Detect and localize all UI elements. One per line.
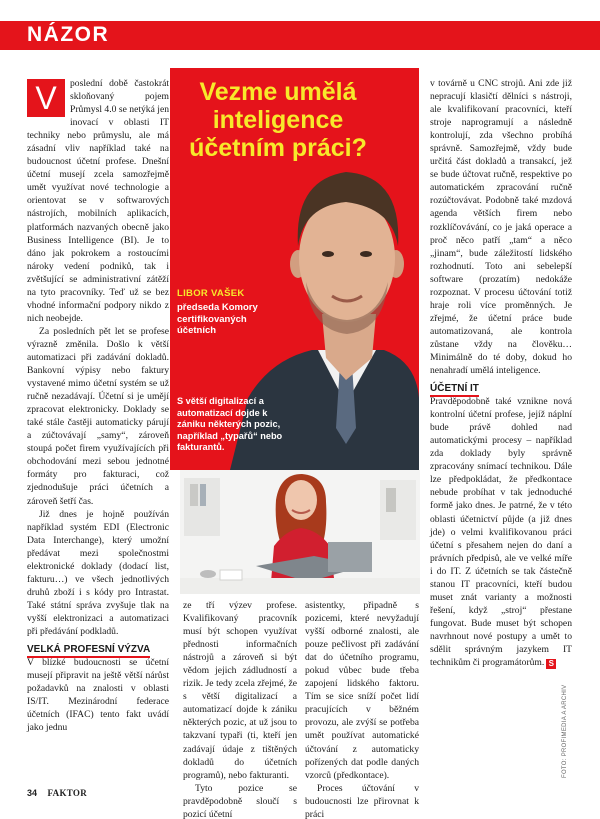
office-photo: [180, 470, 420, 594]
paragraph: Pravděpodobně také vznikne nová kontrolní účetní profese, jejíž náplní bude právě dohled nad automatickými procesy – například zda doklady byly správně zpracovány snímací technikou. Dále lze předpokládat, že předkontace nebude probíhat v tak jednoduché formě jako dnes. Je patrné, že v této oblasti účetnictví půjde (a již dnes jde) o velmi kvalifikovanou práci účetní s přesahem nejen do daní a právních předpisů, ale ve velké míře i do IT. Z účetních se tak částečně stanou IT pracovníci, kteří budou muset znát varianty a možnosti řešení, když „stroj“ přestane fungovat. Bude muset být schopen navrhnout nové postupy a umět to sdělit správným jazykem IT technikům či programátorům. S: [430, 396, 572, 669]
rubric-bar: [0, 21, 600, 50]
paragraph: Tyto pozice se pravděpodobně sloučí s pozicí účetní: [183, 782, 297, 819]
pull-quote: S větší digitalizací a automatizací dojde k zániku některých pozic, například „typařů“ nebo fakturantů.: [177, 396, 283, 452]
author-name: LIBOR VAŠEK: [177, 288, 245, 299]
paragraph: Již dnes je hojně používán například systém EDI (Electronic Data Interchange), který umožní předávat mezi společnostmi elektronické doklady (dodací list, fakturu…) ve všech jednotlivých druhů zboží i s kódy pro Intrastat. Také státní správa zvyšuje tlak na vyšší elektronizaci a automatizaci při předávání podkladů.: [27, 508, 169, 637]
subheading: ÚČETNÍ IT: [430, 382, 572, 395]
dropcap: V: [27, 79, 65, 117]
magazine-brand: FAKTOR: [47, 788, 88, 798]
article-column-2b: [305, 599, 419, 819]
rubric-label: NÁZOR: [27, 23, 110, 46]
paragraph: Proces účtování v budoucnosti lze přirovnat k práci: [305, 782, 419, 819]
paragraph: asistentky, připadně s pozicemi, které nevyžadují vyšší odborné znalosti, ale pouze pečlivost při zadávání dat do účetního programu, pokud vůbec bude třeba zapojení lidského faktoru. Tím se sice sníží počet lidí pracujících v běžném provozu, ale zvýší se potřeba umět používat automatické účtování z automaticky pořízených dat podle daných vzorců (předkontace).: [305, 600, 419, 781]
headline: Vezme umělá inteligence účetním práci?: [189, 78, 367, 162]
accountant-illustration: [180, 470, 420, 594]
article-column-1: [27, 77, 169, 734]
subheading: VELKÁ PROFESNÍ VÝZVA: [27, 643, 169, 656]
photo-credit: FOTO: PROFIMEDIA A ARCHIV: [562, 684, 568, 778]
author-role: předseda Komory certifikovaných účetních: [177, 302, 258, 336]
page-footer: [27, 788, 87, 798]
paragraph: V poslední době častokrát skloňovaný pojem Průmysl 4.0 se netýká jen inovací v oblasti IT techniky nebo průmyslu, ale má zásadní vliv například také na budoucnost účetní profese. Dnešní účetní musejí zcela samozřejmě umět využívat nové technologie a orientovat se v softwarových nástrojích, mobilních aplikacích, platformách nazvaných obecně jako Business Intelligence (BI). Je to dáno jak pokrokem a rostoucími nároky vedení podniků, tak i zvětšující se administrativní zátěží na tyto pracovníky. Teď už se bez vhodné informační podpory nikdo z nich neobejde.: [27, 78, 169, 324]
paragraph: Za posledních pět let se profese výrazně změnila. Došlo k větší automatizaci při zadávání dokladů. Bankovní výpisy nebo faktury vystavené mimo účetní systém se už ručně nezadávají. Účetní si je umějí zpracovat elektronicky. Doklady se také stále častěji automaticky párují a zúčtovávají „samy“, zároveň stoupá počet firem využívajících při obchodování mezi sebou jednotné formáty pro fakturaci, což zjednodušuje práci účetních a zároveň šetří čas.: [27, 325, 169, 507]
page-number: 34: [27, 788, 38, 798]
article-column-2a: [183, 599, 297, 819]
end-mark-icon: S: [546, 659, 556, 669]
paragraph: V blízké budoucnosti se účetní musejí připravit na ještě větší nárůst požadavků na znalosti v oblasti IS/IT. Mezinárodní federace účetních (IFAC) tento fakt uvádí jako jednu: [27, 657, 169, 734]
paragraph: v továrně u CNC strojů. Ani zde již nepracují klasičtí dělníci s nástroji, ale kvalifikovaní pracovníci, kteří stroje naprogramují a následně kontrolují, zda všechno probíhá správně. Samozřejmě, vždy bude určitá část dokladů a transakcí, jež se bude účtovat ručně, respektive po automatickém zpracování ručně rozúčtovávat. Podobně také mzdová agenda větších firem nebo rozklíčovávání, co je jaká operace a proč něco patří „tam“ a něco „jinam“, bude záležitostí lidského rozhodnutí. Toto ani sebelepší software (prozatím) nedokáže rozpoznat. V procesu účtování totiž hraje roli více proměnných. Je zřejmé, že účetní práce bude automatizovaná, ale kontrola zůstane vždy na člověku… Minimálně do té doby, dokud ho nenahradí umělá inteligence.: [430, 78, 572, 377]
article-column-3: [430, 77, 572, 669]
paragraph: ze tří výzev profese. Kvalifikovaný pracovník musí být schopen využívat přednosti informačních nástrojů a zároveň si být vědom jejich zádludností a rizik. Je tedy zcela zřejmé, že s větší digitalizací a automatizací dojde k zániku některých pozic, at už jsou to takzvaní typaři (ti, kteří jen zadávají údaje z tištěných dokladů do účetních programů), nebo fakturanti.: [183, 600, 297, 781]
headline-panel: [170, 68, 419, 470]
